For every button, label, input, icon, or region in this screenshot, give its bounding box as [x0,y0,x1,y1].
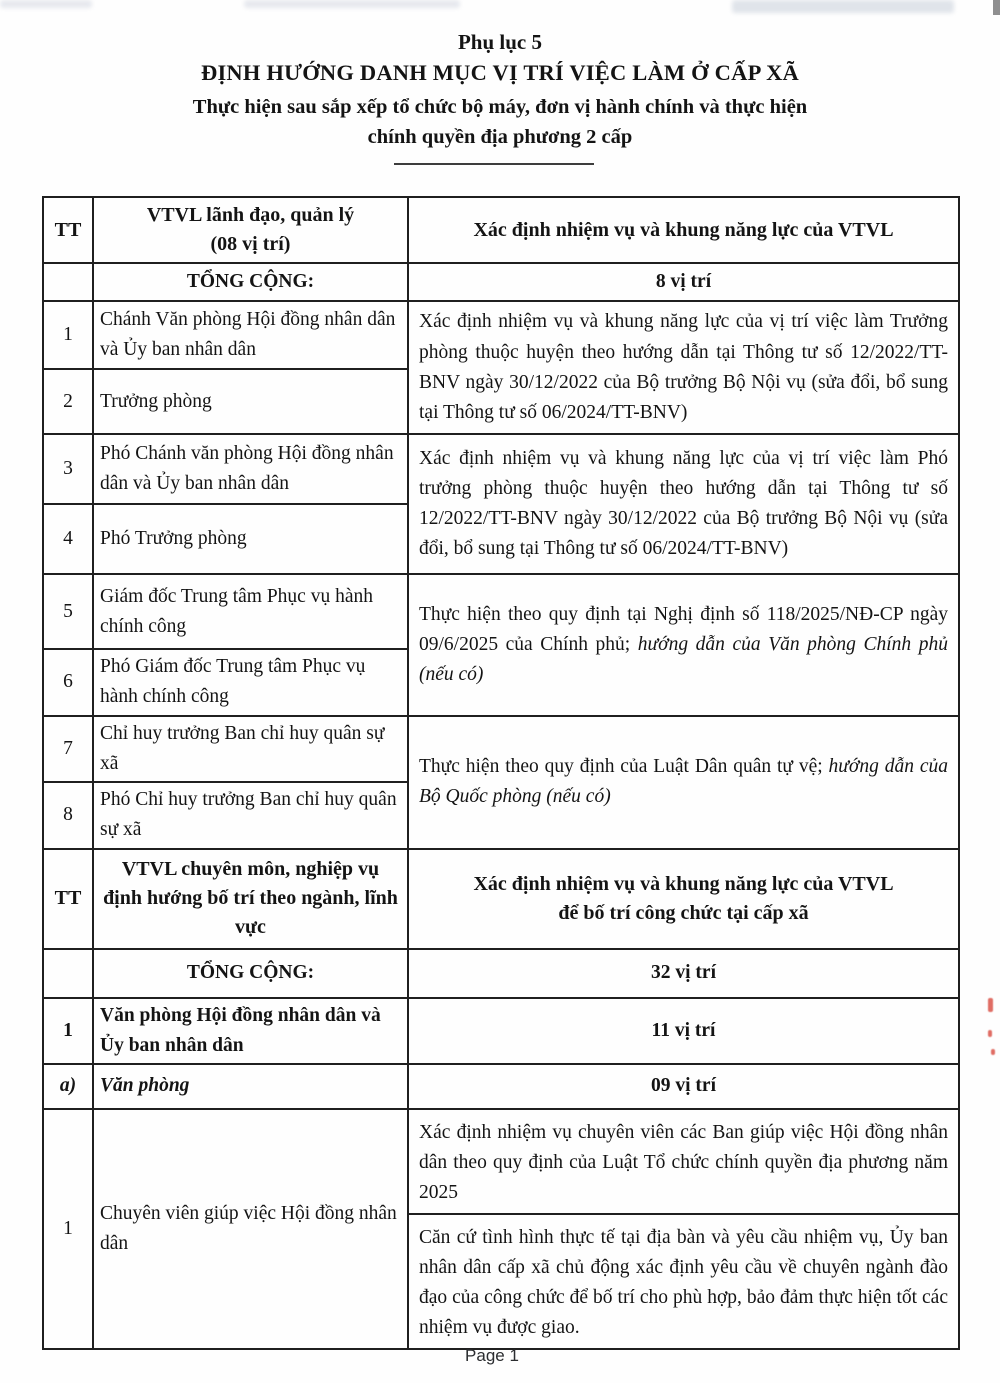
position-title: Phó Giám đốc Trung tâm Phục vụ hành chính công [93,649,408,715]
red-ink-mark [988,1030,992,1037]
section2-total-label: TỔNG CỘNG: [93,949,408,998]
task-description: Căn cứ tình hình thực tế tại địa bàn và yêu cầu nhiệm vụ, Ủy ban nhân dân cấp xã chủ động xác định yêu cầu về chuyên ngành đào đạo của công chức để bố trí cho phù hợp, bảo đảm thực hiện tốt các nhiệm vụ được giao. [408,1214,959,1349]
document-title: ĐỊNH HƯỚNG DANH MỤC VỊ TRÍ VIỆC LÀM Ở CẤP XÃ [201,60,799,85]
position-title: Chánh Văn phòng Hội đồng nhân dân và Ủy ban nhân dân [93,301,408,369]
section1-header-row [43,197,959,263]
scan-smudge [0,0,92,8]
task-description [408,574,959,715]
scrollbar-remnant [993,0,1000,15]
section1-total-row [43,263,959,301]
section1-total-value: 8 vị trí [408,263,959,301]
document-subtitle-line1: Thực hiện sau sắp xếp tổ chức bộ máy, đơn vị hành chính và thực hiện [192,96,808,118]
position-title: Phó Chánh văn phòng Hội đồng nhân dân và Ủy ban nhân dân [93,434,408,504]
position-title: Chuyên viên giúp việc Hội đồng nhân dân [93,1109,408,1349]
task-description [408,434,959,574]
row-number: 1 [43,301,93,369]
section2-header-task-line1: Xác định nhiệm vụ và khung năng lực của VTVL [473,872,894,895]
position-title: Phó Chỉ huy trưởng Ban chỉ huy quân sự xã [93,782,408,848]
section1-header-tt: TT [43,197,93,263]
section2-header-row [43,849,959,949]
position-title: Trưởng phòng [93,369,408,434]
red-ink-mark [991,1049,995,1055]
section1-header-task-col: Xác định nhiệm vụ và khung năng lực của VTVL [408,197,959,263]
position-title: Phó Trưởng phòng [93,504,408,574]
section2-total-row [43,949,959,998]
section1-header-position-col [93,197,408,263]
section2-header-task-col [408,849,959,949]
task-description [408,301,959,434]
document-header [0,30,1000,165]
table-row [43,301,959,369]
row-number: 6 [43,649,93,715]
scan-smudge [244,0,460,8]
table-row [43,1109,959,1214]
positions-table [42,196,958,1350]
row-number: 1 [43,1109,93,1349]
row-number: 4 [43,504,93,574]
row-number: a) [43,1064,93,1109]
appendix-label: Phụ lục 5 [457,30,543,54]
task-text-italic: hướng dẫn của Bộ Quốc phòng (nếu có) [419,755,948,808]
section2-header-position-col: VTVL chuyên môn, nghiệp vụ định hướng bố trí theo ngành, lĩnh vực [93,849,408,949]
title-underline [394,163,594,165]
red-ink-mark [988,998,993,1012]
section2-total-value: 32 vị trí [408,949,959,998]
position-title: Giám đốc Trung tâm Phục vụ hành chính công [93,574,408,649]
page-number-label: Page 1 [465,1346,519,1365]
table-row [43,574,959,649]
row-number: 5 [43,574,93,649]
task-text: Xác định nhiệm vụ và khung năng lực của vị trí việc làm Trưởng phòng thuộc huyện theo hướng dẫn tại Thông tư số 12/2022/TT-BNV ngày 30/12/2022 của Bộ trưởng Bộ Nội vụ (sửa đổi, bổ sung tại Thông tư số 06/2024/TT-BNV) [419,311,948,423]
row-number: 1 [43,998,93,1064]
section1-total-label: TỔNG CỘNG: [93,263,408,301]
task-text: Thực hiện theo quy định của Luật Dân quân tự vệ; [419,755,829,777]
section1-header-position-line2: (08 vị trí) [210,233,291,255]
table-row [43,434,959,504]
section1-header-position-line1: VTVL lãnh đạo, quản lý [146,204,355,226]
scan-smudge [732,0,954,13]
position-count: 09 vị trí [408,1064,959,1109]
section2-header-task-line2: để bố trí công chức tại cấp xã [558,901,809,924]
table-row [43,716,959,782]
empty-cell [43,263,93,301]
row-number: 8 [43,782,93,848]
task-text-italic: hướng dẫn của Văn phòng Chính phủ (nếu có) [419,633,948,686]
row-number: 3 [43,434,93,504]
position-title: Chỉ huy trưởng Ban chỉ huy quân sự xã [93,716,408,782]
table-row [43,998,959,1064]
position-title: Văn phòng [93,1064,408,1109]
task-text: Xác định nhiệm vụ và khung năng lực của vị trí việc làm Phó trưởng phòng thuộc huyện theo hướng dẫn tại Thông tư số 12/2022/TT-BNV ngày 30/12/2022 của Bộ trưởng Bộ Nội vụ (sửa đổi, bổ sung tại Thông tư số 06/2024/TT-BNV) [419,447,948,560]
task-description: Xác định nhiệm vụ chuyên viên các Ban giúp việc Hội đồng nhân dân theo quy định của Luật Tổ chức chính quyền địa phương năm 2025 [408,1109,959,1214]
section2-header-tt: TT [43,849,93,949]
empty-cell [43,949,93,998]
task-description [408,716,959,849]
position-count: 11 vị trí [408,998,959,1064]
document-subtitle-line2: chính quyền địa phương 2 cấp [367,125,633,148]
table-row [43,1064,959,1109]
row-number: 7 [43,716,93,782]
row-number: 2 [43,369,93,434]
task-text: Thực hiện theo quy định tại Nghị định số 118/2025/NĐ-CP ngày 09/6/2025 của Chính phủ; [419,603,948,655]
position-title: Văn phòng Hội đồng nhân dân và Ủy ban nhân dân [93,998,408,1064]
